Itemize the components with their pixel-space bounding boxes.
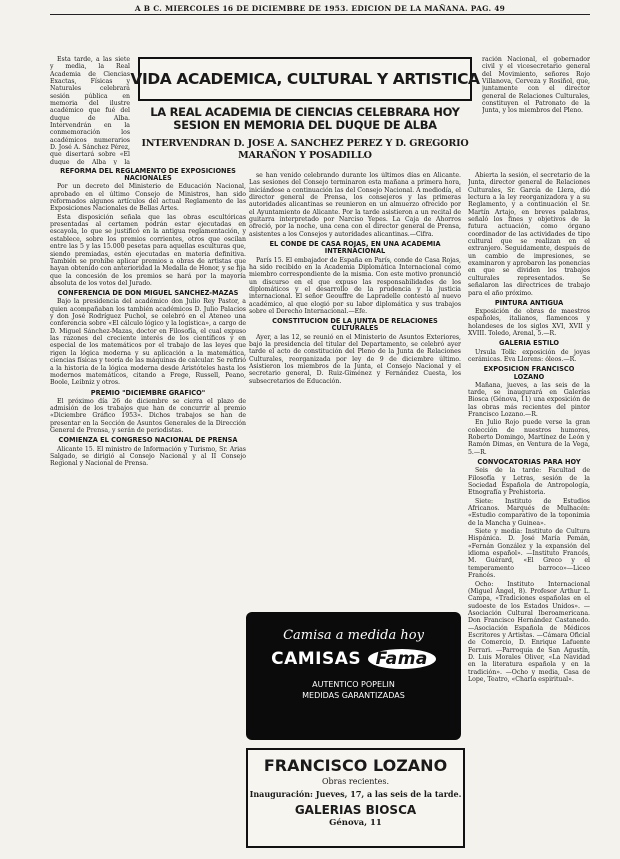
paragraph: Seis de la tarde: Facultad de Filosofía y Letras, sesión de la Sociedad Española de Antropología, Etnografía y Prehistoria. (468, 467, 590, 497)
heading-conferencia: CONFERENCIA DE DON MIGUEL SANCHEZ-MAZAS (57, 289, 239, 298)
ad-artist-name: FRANCISCO LOZANO (263, 756, 448, 775)
middle-column (249, 172, 461, 604)
paragraph: Ocho: Instituto Internacional (Miguel Ángel, 8). Profesor Arthur L. Campa, «Tradiciones españolas en el sudoeste de los Estados Unidos». —Asociación Cultural Iberoamericana. Don Francisco Hernández Castanedo. —Asociación Española de Médicos Escritores y Artistas. —Cámara Oficial de Comercio, D. Enrique Lafuente Ferrari. —Parroquia de San Agustín, D. Luis Morales Oliver, «La Navidad en la literatura española y en la tradición». —Ocho y media, Casa de Lope, Teatro, «Charla espiritual». (468, 580, 590, 683)
paragraph: El próximo día 26 de diciembre se cierra el plazo de admisión de los trabajos que han de concurrir al premio «Diciembre Gráfico 1953». Dichos trabajos se han de presentar en la Sección de Asuntos Generales de la Dirección General de Prensa, y serán de periodistas. (50, 397, 246, 435)
paragraph: Abierta la sesión, el secretario de la Junta, director general de Relaciones Culturales, Sr. García de Llera, dió lectura a la ley reorganizadora y a su Reglamento, y a continuación el Sr. Martín Artajo, en breves palabras, señaló los fines y objetivos de la futura actuación, como órgano coordinador de las actividades de tipo cultural que se realizan en el extranjero. Seguidamente, después de un cambio de impresiones, se examinaron y aprobaron las ponencias en que se dividen los trabajos culturales representados. Se señalaron las directrices de trabajo para el año próximo. (468, 172, 590, 297)
right-column (468, 172, 590, 856)
heading-pintura: PINTURA ANTIGUA (494, 298, 564, 307)
paragraph: Exposición de obras de maestros españoles, italianos, flamencos y holandeses de los siglos XVI, XVII y XVIII. Toledo, Arenal, 5.—R. (468, 308, 590, 338)
heading-premio: PREMIO "DICIEMBRE GRAFICO" (90, 388, 206, 397)
section-banner (130, 57, 480, 101)
paragraph: ración Nacional, el gobernador civil y el vicesecretario general del Movimiento, señores Rojo Villanova, Cerveza y Rosiñol, que, juntamente con el director general de Relaciones Culturales, constituyen el Patronato de la Junta, y los miembros del Pleno. (482, 56, 590, 115)
ad-subtitle: Obras recientes. (321, 777, 389, 786)
advertisement-camisas-fama (246, 612, 461, 740)
heading-junta: CONSTITUCION DE LA JUNTA DE RELACIONES CULTURALES (272, 317, 438, 333)
paragraph: Mañana, jueves, a las seis de la tarde, se inaugurará en Galerías Biosca (Génova, 11) una exposición de las obras más recientes del pintor Francisco Lozano.—R. (468, 381, 590, 419)
article-intro: Esta tarde, a las siete y media, la Real Academia de Ciencias Exactas, Físicas y Naturales celebrará sesión pública en memoria del ilustre académico que fué del duque de Alba. Intervendrán en la conmemoración los académicos numerarios D. José A. Sánchez Pérez, que disertará sobre «El duque de Alba y la (50, 56, 130, 165)
paragraph: Bajo la presidencia del académico don Julio Rey Pastor, a quien acompañaban los también académicos D. Julio Palacios y don José Rodríguez Puchol, se celebró en el Ateneo una conferencia sobre «El cálculo lógico y la logística», a cargo de D. Miguel Sánchez-Mazas, doctor en Filosofía, el cual expuso las razones del creciente interés de los científicos y en especial de los matemáticos por el trabajo de las leyes que rigen la lógica moderna y su aplicación a la matemática, ciencias físicas y teoría de las máquinas de calcular. Se refirió a la historia de la lógica moderna desde Aristóteles hasta los modernos matemáticos, citando a Frege, Russell, Peano, Boole, Leibniz y otros. (50, 298, 246, 387)
paragraph: Por un decreto del Ministerio de Educación Nacional, aprobado en el último Consejo de Ministros, han sido reformados algunos artículos del actual Reglamento de las Exposiciones Nacionales de Bellas Artes. (50, 183, 246, 213)
left-column (50, 165, 246, 855)
ad-script-line: Camisa a medida hoy (283, 628, 424, 643)
banner-title: VIDA ACADEMICA, CULTURAL Y ARTISTICA (130, 70, 480, 88)
ad-inauguration: Inauguración: Jueves, 17, a las seis de la tarde. (249, 789, 462, 799)
paragraph: Siete: Instituto de Estudios Africanos. Marqués de Mulhacén: «Estudio comparativo de la toponimia de la Mancha y Guinea». (468, 497, 590, 527)
paragraph: Esta disposición señala que las obras escultóricas presentadas al certamen podrán estar ejecutadas en escayola, lo que se justificó en la antigua reglamentación, y establece, sobre los premios corrientes, otros que oscilan entre las 5 y las 15.000 pesetas para aquellas esculturas que, siendo premiadas, estén ejecutadas en materia definitiva. También se prohíbe aplicar premios a obras de artistas que hayan obtenido con anterioridad la Medalla de Honor, y se fija que la concesión de los premios se hará por la mayoría absoluta de los votos del Jurado. (50, 213, 246, 287)
ad-tag-2: MEDIDAS GARANTIZADAS (302, 691, 405, 700)
paragraph: En Julio Rojo puede verse la gran colección de nuestros humores, Roberto Domingo, Martínez de León y Ramón Dimas, en Ventura de la Vega, 5.—R. (468, 419, 590, 456)
heading-reforma: REFORMA DEL REGLAMENTO DE EXPOSICIONES NACIONALES (60, 167, 236, 183)
ad-address: Génova, 11 (329, 817, 382, 828)
heading-convocatorias: CONVOCATORIAS PARA HOY (477, 458, 581, 467)
paragraph: París 15. El embajador de España en París, conde de Casa Rojas, ha sido recibido en la Academia Diplomática Internacional como miembro correspondiente de la misma. Con este motivo pronunció un discurso en el que expuso las responsabilidades de los diplomáticos y el desarrollo de la prudencia y la justicia internacional. El señor Geouffre de Lapradelle contestó al nuevo académico, al que elogió por su labor diplomática y sus trabajos sobre el Derecho Internacional.—Efe. (249, 256, 461, 315)
ad-tag-1: AUTENTICO POPELIN (312, 680, 395, 689)
main-headline: LA REAL ACADEMIA DE CIENCIAS CELEBRARA HOY SESION EN MEMORIA DEL DUQUE DE ALBA (150, 105, 460, 132)
ad-brand (246, 649, 461, 669)
ad-gallery: GALERIAS BIOSCA (294, 802, 417, 817)
paragraph: Siete y media: Instituto de Cultura Hispánica. D. José María Pemán, «Fernán González y la expansión del idioma español». —Instituto Francés, M. Guérard, «El Greco y el temperamento barroco»—Liceo Francés. (468, 528, 590, 580)
paragraph: Ursula Tolk: exposición de joyas cerámicas. Eva Llorens: óleos.—R. (468, 348, 590, 363)
paragraph: Alicante 15. El ministro de Información y Turismo, Sr. Arias Salgado, se dirigió al Consejo Nacional y al II Consejo Regional y Nacional de Prensa. (50, 445, 246, 468)
heading-galeria: GALERIA ESTILO (499, 339, 559, 348)
heading-congreso: COMIENZA EL CONGRESO NACIONAL DE PRENSA (58, 436, 238, 445)
ad-brand-fama: Fama (368, 649, 436, 669)
header-rule (50, 14, 590, 15)
heading-exposicion: EXPOSICION FRANCISCO LOZANO (483, 365, 575, 381)
ad-tagline (246, 679, 461, 701)
sub-headline: INTERVENDRAN D. JOSE A. SANCHEZ PEREZ Y D. GREGORIO MARAÑON Y POSADILLO (141, 138, 469, 161)
advertisement-lozano (246, 748, 465, 848)
paragraph: se han venido celebrando durante los últimos días en Alicante. Las sesiones del Consejo terminaron esta mañana a primera hora, iniciándose a continuación las del Consejo Nacional. A mediodía, el director general de Prensa, los consejeros y las primeras autoridades alicantinas se reunieron en un almuerzo ofrecido por el Ayuntamiento de Alicante. Por la tarde asistieron a un recital de guitarra interpretado por Narciso Yepes. La Caja de Ahorros ofreció, por la noche, una cena con el director general de Prensa, asistentes a los Consejos y autoridades alicantinas.—Cifra. (249, 172, 461, 238)
page-header: A B C. MIERCOLES 16 DE DICIEMBRE DE 1953. EDICION DE LA MAÑANA. PAG. 49 (134, 4, 506, 13)
heading-casa-rojas: EL CONDE DE CASA ROJAS, EN UNA ACADEMIA INTERNACIONAL (269, 240, 441, 256)
paragraph: Ayer, a las 12, se reunió en el Ministerio de Asuntos Exteriores, bajo la presidencia del titular del Departamento, se celebró ayer tarde el acto de constitución del Pleno de la Junta de Relaciones Culturales, reorganizada por ley de 9 de diciembre último. Asistieron los miembros de la Junta, el Consejo Nacional y el secretario general, D. Ruiz-Giménez y Fernández Cuesta, los subsecretarios de Educación. (249, 333, 461, 385)
ad-brand-camisas: CAMISAS (271, 649, 362, 669)
